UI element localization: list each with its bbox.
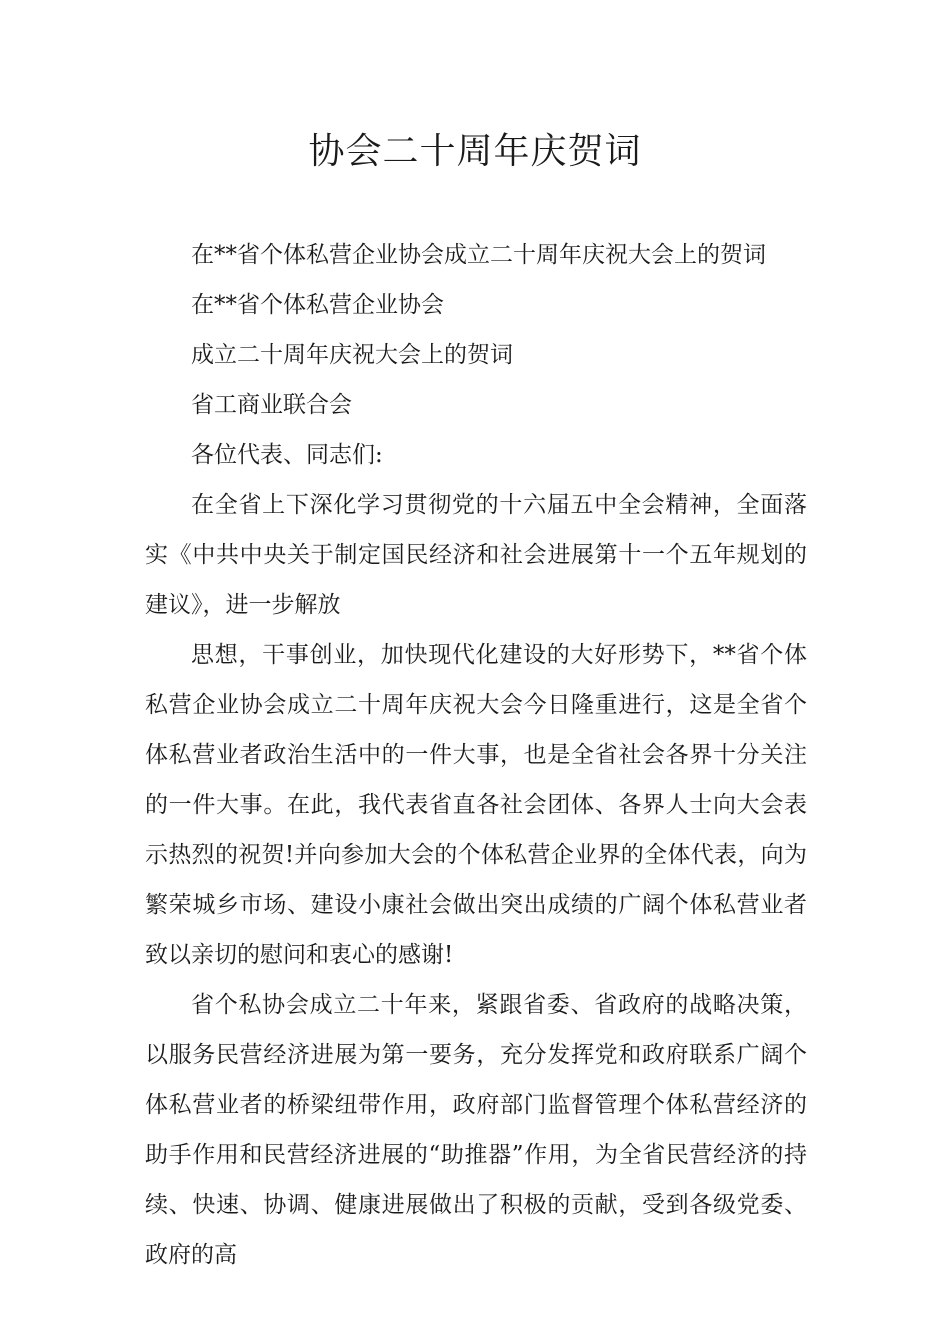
document-body <box>145 230 807 1280</box>
paragraph-body-2: 思想，干事创业，加快现代化建设的大好形势下，**省个体私营企业协会成立二十周年庆祝大会今日隆重进行，这是全省个体私营业者政治生活中的一件大事，也是全省社会各界十分关注的一件大事。在此，我代表省直各社会团体、各界人士向大会表示热烈的祝贺!并向参加大会的个体私营企业界的全体代表，向为繁荣城乡市场、建设小康社会做出突出成绩的广阔个体私营业者致以亲切的慰问和衷心的感谢! <box>145 642 807 968</box>
paragraph-heading-line2: 成立二十周年庆祝大会上的贺词 <box>191 342 513 368</box>
document-title: 协会二十周年庆贺词 <box>308 131 642 172</box>
paragraph-heading-full: 在**省个体私营企业协会成立二十周年庆祝大会上的贺词 <box>191 242 766 268</box>
paragraph-heading-line1: 在**省个体私营企业协会 <box>191 292 444 318</box>
paragraph-author: 省工商业联合会 <box>191 392 352 418</box>
paragraph-salutation: 各位代表、同志们: <box>191 442 383 468</box>
paragraph-body-1: 在全省上下深化学习贯彻党的十六届五中全会精神，全面落实《中共中央关于制定国民经济和社会进展第十一个五年规划的建议》，进一步解放 <box>145 492 807 618</box>
paragraph-body-3: 省个私协会成立二十年来，紧跟省委、省政府的战略决策，以服务民营经济进展为第一要务，充分发挥党和政府联系广阔个体私营业者的桥梁纽带作用，政府部门监督管理个体私营经济的助手作用和民营经济进展的“助推器”作用，为全省民营经济的持续、快速、协调、健康进展做出了积极的贡献，受到各级党委、政府的高 <box>145 992 807 1268</box>
